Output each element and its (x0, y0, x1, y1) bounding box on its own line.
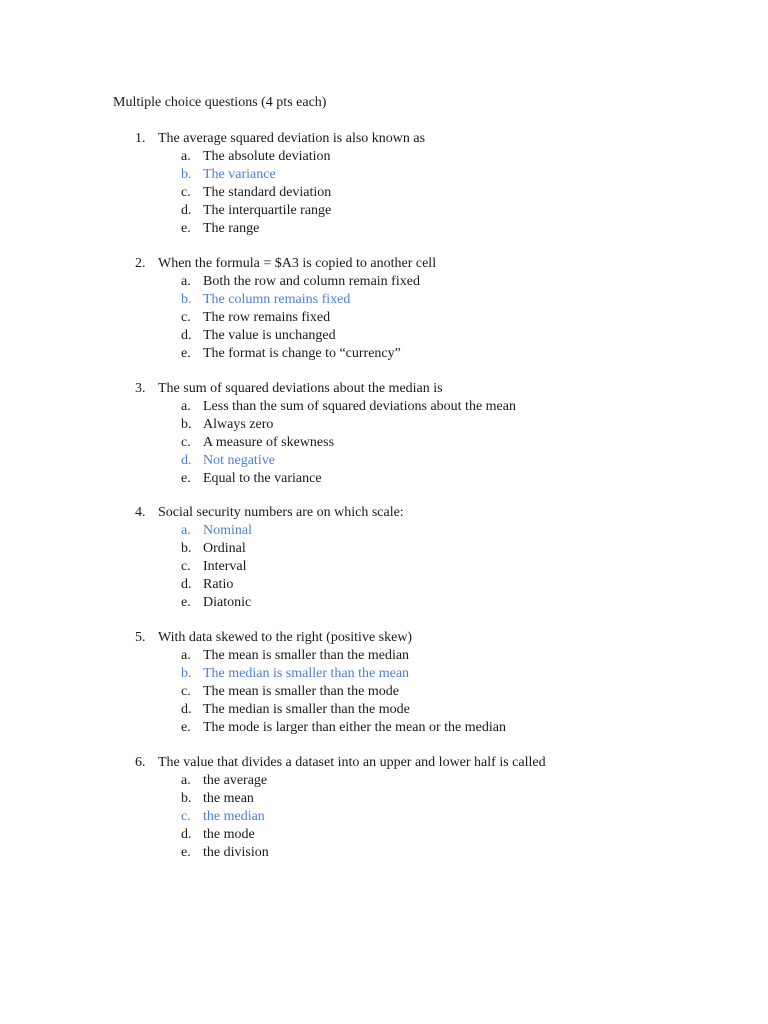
option-text: The median is smaller than the mode (203, 702, 410, 717)
question-number: 5. (135, 630, 146, 645)
option-text: Nominal (203, 523, 252, 538)
option-text: The interquartile range (203, 203, 332, 218)
question-stem (0, 629, 768, 647)
answer-option (0, 148, 768, 166)
option-letter: e. (181, 595, 191, 610)
option-letter: d. (181, 827, 192, 842)
option-text: The column remains fixed (203, 292, 351, 307)
answer-option (0, 683, 768, 701)
option-text: the division (203, 845, 269, 860)
answer-option (0, 594, 768, 612)
option-letter: e. (181, 221, 191, 236)
option-letter: a. (181, 773, 191, 788)
question-text: The average squared deviation is also known as (158, 131, 426, 146)
answer-option (0, 540, 768, 558)
option-text: The absolute deviation (203, 149, 331, 164)
question-text: The value that divides a dataset into an upper and lower half is called (158, 755, 546, 770)
option-text: The mode is larger than either the mean or the median (203, 720, 506, 735)
answer-option (0, 345, 768, 363)
option-text: Diatonic (203, 595, 252, 610)
answer-option (0, 790, 768, 808)
answer-option (0, 327, 768, 345)
option-letter: b. (181, 791, 192, 806)
option-letter: c. (181, 185, 191, 200)
answer-option (0, 184, 768, 202)
option-text: Both the row and column remain fixed (203, 274, 420, 289)
answer-option (0, 772, 768, 790)
option-text: Less than the sum of squared deviations about the mean (203, 399, 516, 414)
option-text: Interval (203, 559, 247, 574)
answer-option (0, 416, 768, 434)
answer-option (0, 470, 768, 488)
option-letter: b. (181, 417, 192, 432)
option-letter: b. (181, 292, 192, 307)
answer-option (0, 398, 768, 416)
question-number: 2. (135, 256, 146, 271)
question-number: 1. (135, 131, 146, 146)
option-text: the median (203, 809, 265, 824)
option-letter: e. (181, 845, 191, 860)
question-text: When the formula = $A3 is copied to another cell (158, 256, 437, 271)
option-text: The mean is smaller than the median (203, 648, 410, 663)
answer-option-correct (0, 665, 768, 683)
question-text: The sum of squared deviations about the median is (158, 381, 443, 396)
option-text: A measure of skewness (203, 435, 335, 450)
answer-option-correct (0, 166, 768, 184)
option-text: Not negative (203, 453, 275, 468)
answer-option (0, 576, 768, 594)
question-6 (0, 754, 768, 862)
answer-option-correct (0, 452, 768, 470)
option-text: The mean is smaller than the mode (203, 684, 399, 699)
answer-option (0, 844, 768, 862)
option-text: Ordinal (203, 541, 246, 556)
option-letter: d. (181, 453, 192, 468)
question-stem (0, 504, 768, 522)
option-text: Ratio (203, 577, 234, 592)
section-heading: Multiple choice questions (4 pts each) (113, 95, 327, 110)
option-letter: a. (181, 523, 191, 538)
option-letter: c. (181, 310, 191, 325)
option-letter: a. (181, 149, 191, 164)
option-text: The format is change to “currency” (203, 346, 401, 361)
option-letter: c. (181, 435, 191, 450)
answer-option (0, 220, 768, 238)
question-stem (0, 380, 768, 398)
question-text: Social security numbers are on which scale: (158, 505, 404, 520)
option-letter: a. (181, 274, 191, 289)
option-text: the average (203, 773, 268, 788)
option-letter: e. (181, 471, 191, 486)
question-stem (0, 255, 768, 273)
answer-option (0, 202, 768, 220)
option-letter: c. (181, 684, 191, 699)
answer-option (0, 719, 768, 737)
option-letter: b. (181, 541, 192, 556)
option-text: The range (203, 221, 260, 236)
question-2 (0, 255, 768, 363)
option-letter: c. (181, 559, 191, 574)
option-letter: b. (181, 167, 192, 182)
option-text: The value is unchanged (203, 328, 336, 343)
option-letter: d. (181, 203, 192, 218)
answer-option (0, 273, 768, 291)
question-4 (0, 504, 768, 612)
answer-option (0, 826, 768, 844)
question-1 (0, 130, 768, 238)
option-text: Always zero (203, 417, 274, 432)
option-text: the mean (203, 791, 254, 806)
option-letter: d. (181, 577, 192, 592)
answer-option-correct (0, 291, 768, 309)
option-letter: d. (181, 328, 192, 343)
question-stem (0, 130, 768, 148)
option-text: The variance (203, 167, 276, 182)
answer-option (0, 558, 768, 576)
option-letter: c. (181, 809, 191, 824)
option-letter: b. (181, 666, 192, 681)
option-text: The standard deviation (203, 185, 332, 200)
question-number: 3. (135, 381, 146, 396)
question-number: 4. (135, 505, 146, 520)
option-letter: a. (181, 399, 191, 414)
question-text: With data skewed to the right (positive skew) (158, 630, 413, 645)
question-number: 6. (135, 755, 146, 770)
option-letter: a. (181, 648, 191, 663)
option-text: The row remains fixed (203, 310, 331, 325)
answer-option-correct (0, 808, 768, 826)
option-letter: e. (181, 346, 191, 361)
answer-option (0, 701, 768, 719)
question-5 (0, 629, 768, 737)
option-letter: d. (181, 702, 192, 717)
answer-option-correct (0, 522, 768, 540)
answer-option (0, 309, 768, 327)
question-stem (0, 754, 768, 772)
question-3 (0, 380, 768, 488)
option-text: the mode (203, 827, 255, 842)
option-letter: e. (181, 720, 191, 735)
answer-option (0, 434, 768, 452)
option-text: Equal to the variance (203, 471, 322, 486)
answer-option (0, 647, 768, 665)
option-text: The median is smaller than the mean (203, 666, 410, 681)
